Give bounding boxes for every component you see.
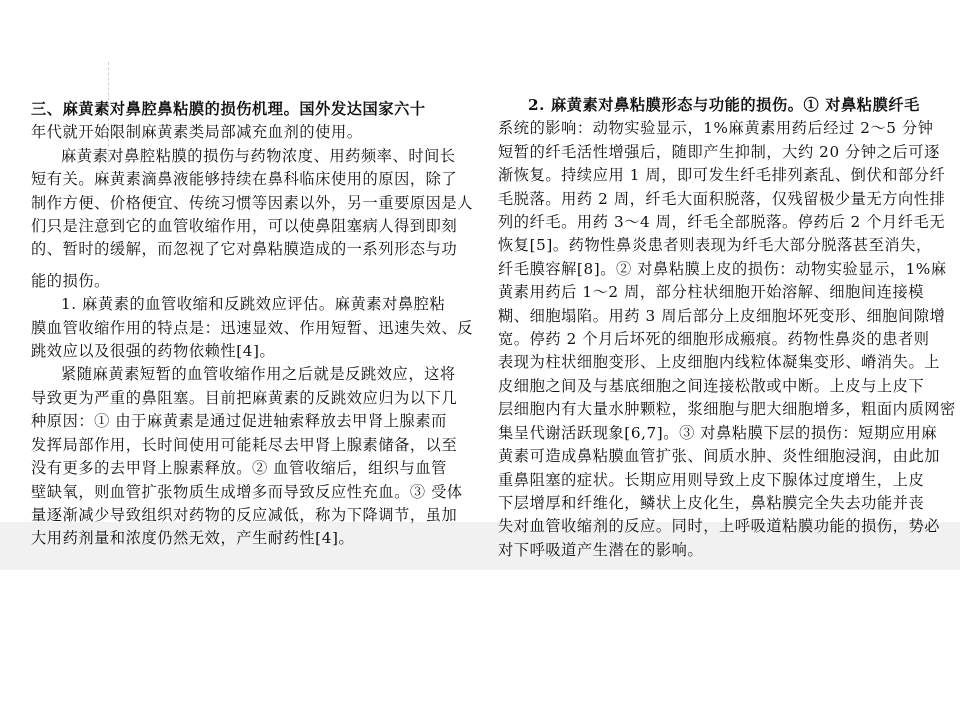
text-line: 紧随麻黄素短暂的血管收缩作用之后就是反跳效应，这将 <box>61 365 456 384</box>
text-line: 没有更多的去甲肾上腺素释放。② 血管收缩后，组织与血管 <box>31 459 447 478</box>
text-line: 们只是注意到它的血管收缩作用，可以使鼻阻塞病人得到即刻 <box>31 217 458 236</box>
text-line: 麻黄素对鼻腔粘膜的损伤与药物浓度、用药频率、时间长 <box>61 146 456 165</box>
text-line: 下层增厚和纤维化，鳞状上皮化生，鼻粘膜完全失去功能并丧 <box>498 493 925 512</box>
text-line: 大用药剂量和浓度仍然无效，产生耐药性[4]。 <box>31 529 355 548</box>
text-line: 宽。停药 2 个月后坏死的细胞形成瘢痕。药物性鼻炎的患者则 <box>498 330 930 349</box>
right-text-column <box>498 94 956 562</box>
text-line: 能的损伤。 <box>31 271 110 290</box>
text-line: 纤毛膜容解[8]。② 对鼻粘膜上皮的损伤：动物实验显示，1%麻 <box>498 259 947 278</box>
text-line: 毛脱落。用药 2 周，纤毛大面积脱落，仅残留极少量无方向性排 <box>498 189 946 208</box>
text-line: 发挥局部作用，长时间使用可能耗尽去甲肾上腺素储备，以至 <box>31 435 458 454</box>
text-line: 量逐渐减少导致组织对药物的反应减低，称为下降调节，虽加 <box>31 505 458 524</box>
text-line: 制作方便、价格便宜、传统习惯等因素以外，另一重要原因是人 <box>31 193 474 212</box>
text-line: 表现为柱状细胞变形、上皮细胞内线粒体凝集变形、嵴消失。上 <box>498 353 941 372</box>
text-line: 渐恢复。持续应用 1 周，即可发生纤毛排列紊乱、倒伏和部分纤 <box>498 166 946 185</box>
text-line: 失对血管收缩剂的反应。同时，上呼吸道粘膜功能的损伤，势必 <box>498 517 941 536</box>
text-line: 短暂的纤毛活性增强后，随即产生抑制，大约 20 分钟之后可逐 <box>498 142 940 161</box>
text-line: 对下呼吸道产生潜在的影响。 <box>498 540 704 559</box>
text-line: 皮细胞之间及与基底细胞之间连接松散或中断。上皮与上皮下 <box>498 376 925 395</box>
text-line: 列的纤毛。用药 3～4 周，纤毛全部脱落。停药后 2 个月纤毛无 <box>498 213 946 232</box>
text-line: 系统的影响：动物实验显示，1%麻黄素用药后经过 2～5 分钟 <box>498 119 934 138</box>
text-line: 的、暂时的缓解，而忽视了它对鼻粘膜造成的一系列形态与功 <box>31 240 458 259</box>
text-line: 层细胞内有大量水肿颗粒，浆细胞与肥大细胞增多，粗面内质网密 <box>498 400 956 419</box>
text-line: 壁缺氧，则血管扩张物质生成增多而导致反应性充血。③ 受体 <box>31 482 463 501</box>
text-line: 跳效应以及很强的药物依赖性[4]。 <box>31 342 276 361</box>
section-heading: 三、麻黄素对鼻腔鼻粘膜的损伤机理。国外发达国家六十 <box>31 100 426 118</box>
text-line: 种原因：① 由于麻黄素是通过促进轴索释放去甲肾上腺素而 <box>31 412 447 431</box>
text-line: 黄素用药后 1～2 周，部分柱状细胞开始溶解、细胞间连接模 <box>498 283 925 302</box>
left-text-column <box>31 98 474 551</box>
subsection-heading: 1. 麻黄素的血管收缩和反跳效应评估。麻黄素对鼻腔粘 <box>61 295 446 314</box>
subsection-heading: 2. 麻黄素对鼻粘膜形态与功能的损伤。① 对鼻粘膜纤毛 <box>528 96 920 114</box>
text-line: 短有关。麻黄素滴鼻液能够持续在鼻科临床使用的原因，除了 <box>31 170 458 189</box>
text-line: 膜血管收缩作用的特点是：迅速显效、作用短暂、迅速失效、反 <box>31 318 474 337</box>
text-line: 重鼻阻塞的症状。长期应用则导致上皮下腺体过度增生，上皮 <box>498 470 925 489</box>
text-line: 年代就开始限制麻黄素类局部减充血剂的使用。 <box>31 123 363 142</box>
text-line: 糊、细胞塌陷。用药 3 周后部分上皮细胞坏死变形、细胞间隙增 <box>498 306 946 325</box>
text-line: 集呈代谢活跃现象[6,7]。③ 对鼻粘膜下层的损伤：短期应用麻 <box>498 423 938 442</box>
text-line: 黄素可造成鼻粘膜血管扩张、间质水肿、炎性细胞浸润，由此加 <box>498 447 941 466</box>
text-line: 导致更为严重的鼻阻塞。目前把麻黄素的反跳效应归为以下几 <box>31 388 458 407</box>
text-line: 恢复[5]。药物性鼻炎患者则表现为纤毛大部分脱落甚至消失， <box>498 236 932 255</box>
